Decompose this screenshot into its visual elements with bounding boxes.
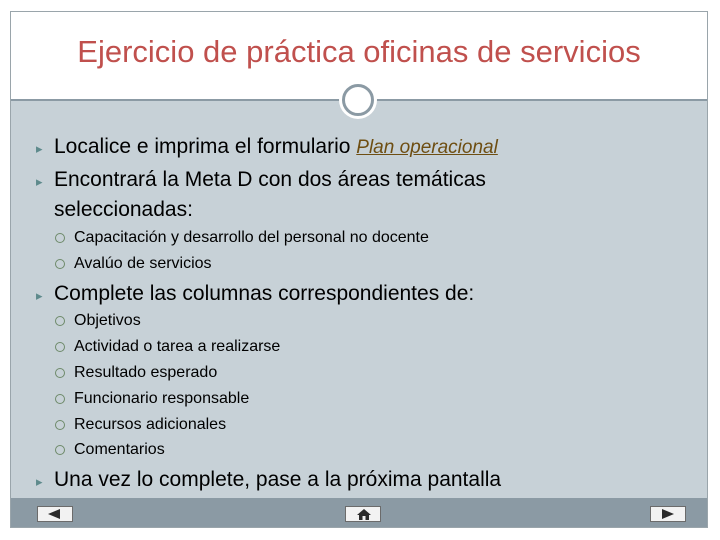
bullet-icon: ▸ [36,288,43,303]
home-button[interactable] [345,506,381,522]
bullet-2 [38,168,486,192]
bullet-1 [38,135,498,159]
sub-item [55,229,429,247]
bullet-icon: ▸ [36,474,43,489]
divider-ring-icon [339,81,377,119]
sub-item [55,364,217,382]
sub-item-text: Avalúo de servicios [74,255,212,272]
sub-item [55,390,249,408]
sub-item-text: Recursos adicionales [74,416,227,433]
bullet-icon: ▸ [36,174,43,189]
sub-item [55,312,141,330]
prev-slide-button[interactable] [37,506,73,522]
sub-bullet-icon [55,316,65,326]
slide-title: Ejercicio de práctica oficinas de servicios [77,34,641,69]
sub-item [55,416,226,434]
home-icon [357,509,371,520]
sub-item-text: Funcionario responsable [74,390,250,407]
bullet-3-text: Complete las columnas correspondientes de: [54,282,475,305]
sub-item [55,338,280,356]
bullet-2-continuation: seleccionadas: [54,198,193,221]
sub-item-text: Comentarios [74,441,165,458]
bullet-3 [38,282,474,306]
next-arrow-icon [662,509,674,519]
sub-bullet-icon [55,445,65,455]
plan-operacional-link[interactable]: Plan operacional [356,137,498,158]
sub-bullet-icon [55,259,65,269]
sub-bullet-icon [55,394,65,404]
sub-item-text: Actividad o tarea a realizarse [74,338,281,355]
prev-arrow-icon [48,509,60,519]
bullet-1-text: Localice e imprima el formulario [54,135,357,158]
sub-bullet-icon [55,420,65,430]
next-slide-button[interactable] [650,506,686,522]
bullet-4 [38,468,501,492]
sub-item-text: Resultado esperado [74,364,218,381]
sub-item-text: Objetivos [74,312,141,329]
sub-bullet-icon [55,233,65,243]
sub-bullet-icon [55,368,65,378]
sub-item [55,255,212,273]
bullet-2-text: Encontrará la Meta D con dos áreas temáticas [54,168,486,191]
bullet-icon: ▸ [36,141,43,156]
bullet-4-text: Una vez lo complete, pase a la próxima pantalla [54,468,502,491]
sub-item-text: Capacitación y desarrollo del personal no docente [74,229,429,246]
sub-bullet-icon [55,342,65,352]
sub-item [55,441,165,459]
